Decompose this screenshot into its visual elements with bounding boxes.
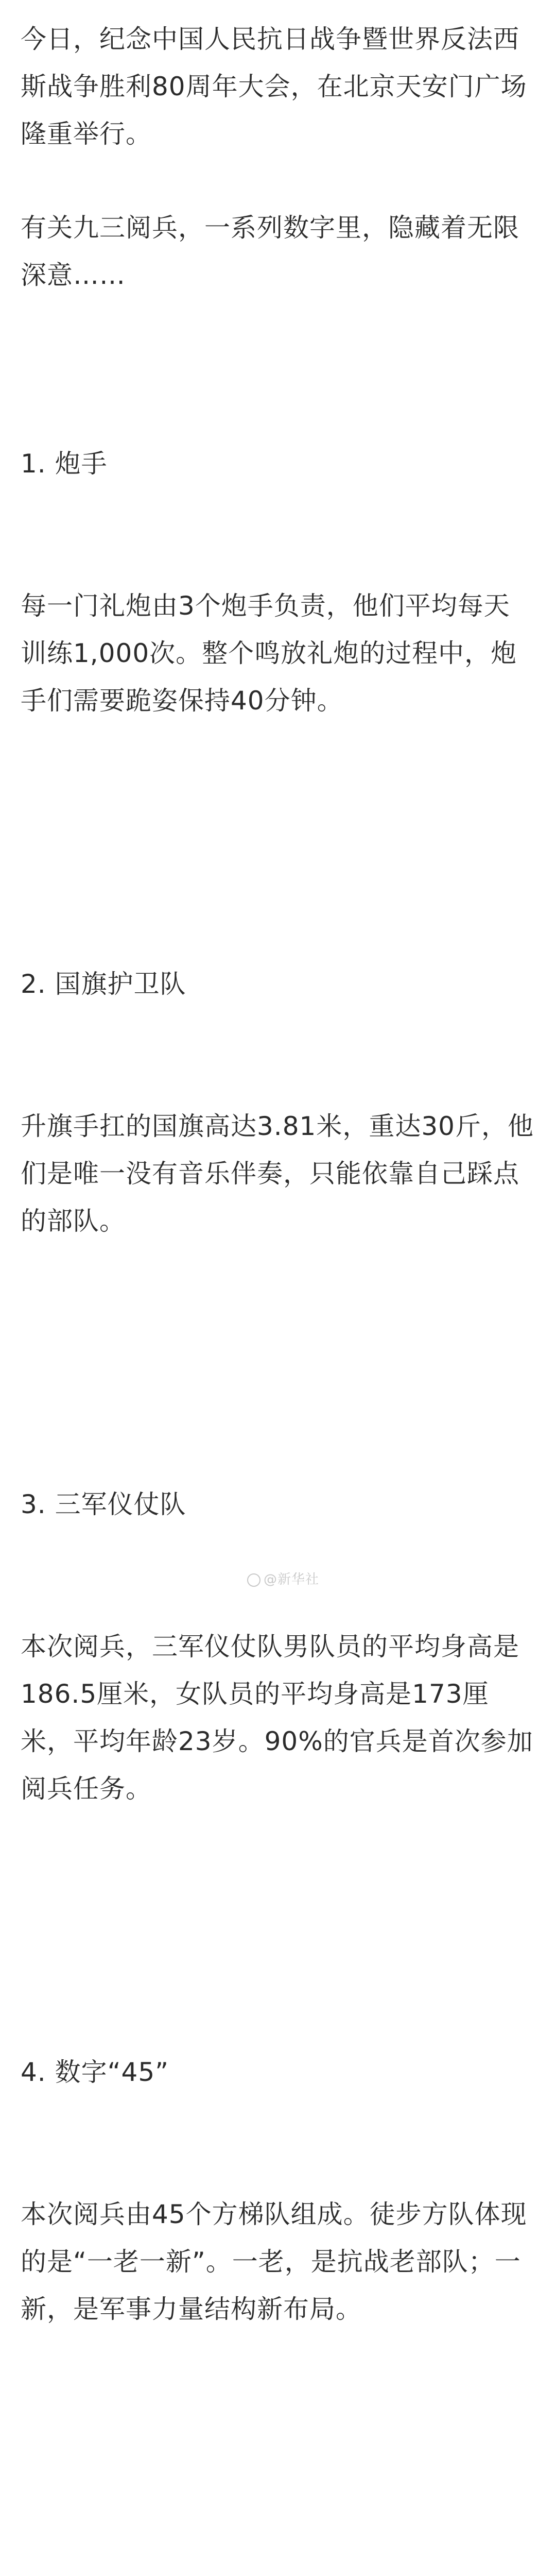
section-body: 每一门礼炮由3个炮手负责，他们平均每天训练1,000次。整个鸣放礼炮的过程中，炮手们需要跪姿保持40分钟。 bbox=[21, 591, 517, 716]
section-title: 1. 炮手 bbox=[21, 449, 108, 479]
weibo-icon bbox=[247, 1573, 260, 1587]
section-5 bbox=[21, 2474, 535, 2576]
section-title: 2. 国旗护卫队 bbox=[21, 969, 186, 999]
section-4 bbox=[21, 1954, 535, 2428]
lead-paragraph: 有关九三阅兵，一系列数字里，隐藏着无限深意…… bbox=[21, 213, 519, 290]
watermark bbox=[247, 1569, 319, 1588]
section-body: 升旗手扛的国旗高达3.81米，重达30斤，他们是唯一没有音乐伴奏，只能依靠自己踩点的部队。 bbox=[21, 1111, 534, 1236]
intro-paragraph: 今日，纪念中国人民抗日战争暨世界反法西斯战争胜利80周年大会，在北京天安门广场隆重举行。 bbox=[21, 24, 527, 149]
watermark-text: @新华社 bbox=[264, 1572, 320, 1587]
section-title: 4. 数字“45” bbox=[21, 2057, 169, 2087]
section-body: 本次阅兵由45个方梯队组成。徒步方队体现的是“一老一新”。一老，是抗战老部队；一新，是军事力量结构新布局。 bbox=[21, 2199, 527, 2324]
section-1 bbox=[21, 345, 535, 819]
section-title bbox=[21, 2569, 535, 2576]
section-2 bbox=[21, 866, 535, 1340]
section-3 bbox=[21, 1386, 535, 1907]
section-body: 本次阅兵，三军仪仗队男队员的平均身高是186.5厘米，女队员的平均身高是173厘米，平均年龄23岁。90%的官兵是首次参加阅兵任务。 bbox=[21, 1632, 533, 1804]
section-title: 3. 三军仪仗队 bbox=[21, 1489, 186, 1519]
